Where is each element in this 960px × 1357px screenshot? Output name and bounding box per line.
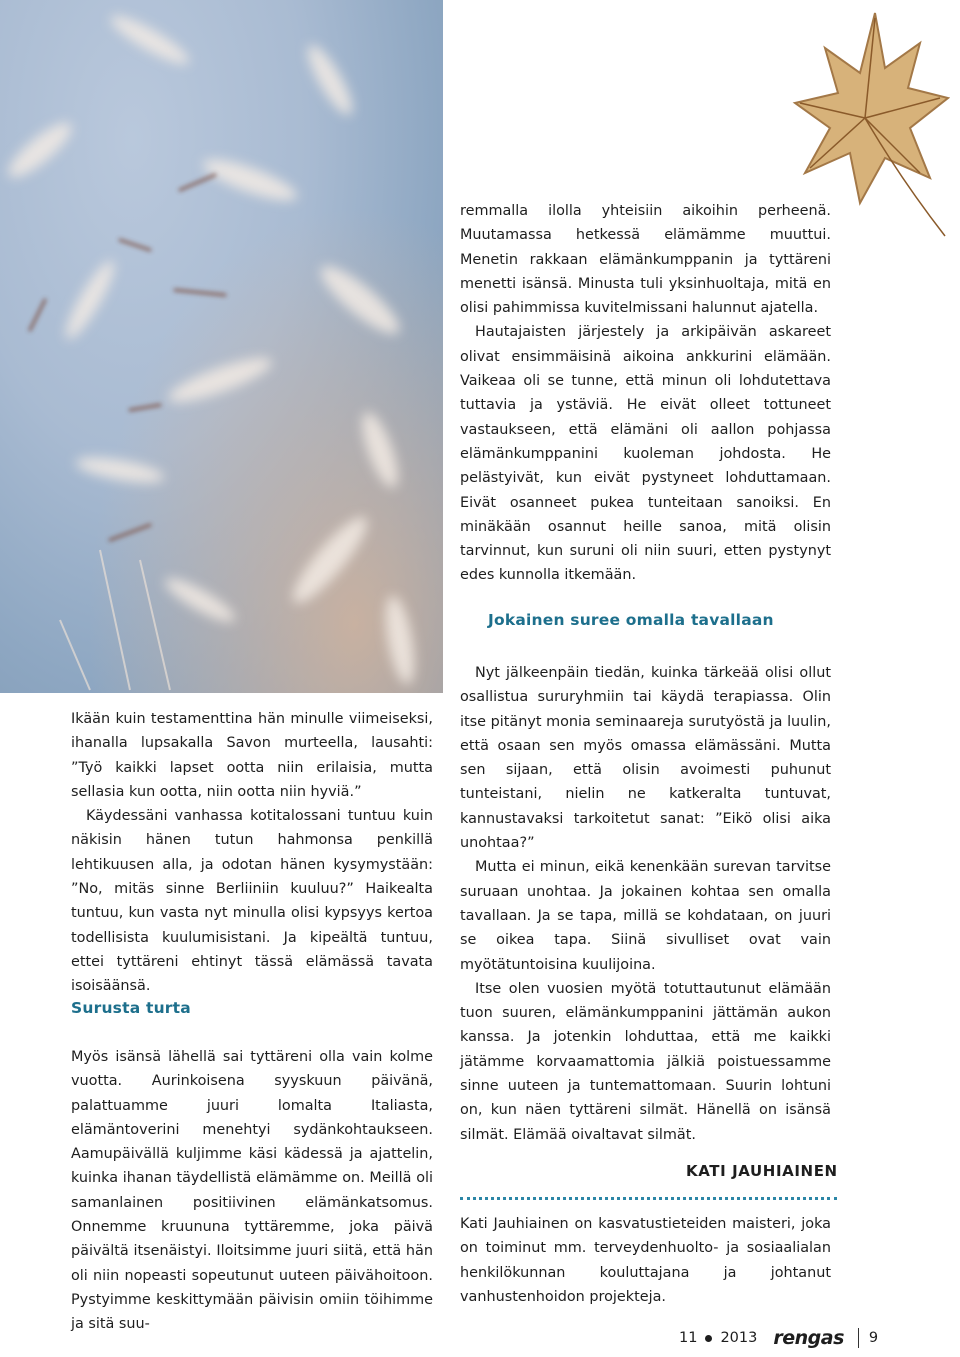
footer-separator xyxy=(858,1328,859,1348)
paragraph: Ikään kuin testamenttina hän minulle viimeiseksi, ihanalla lupsakalla Savon murteella, lausahti: ”Työ kaikki lapset ootta niin erilaisia, mutta sellasia kun ootta, niin ootta niin hyviä.” xyxy=(71,711,433,800)
bullet-dot xyxy=(705,1335,712,1342)
paragraph: Mutta ei minun, eikä kenenkään surevan tarvitse suruaan unohtaa. Ja jokainen kohtaa sen omalla tavallaan. Ja se tapa, millä se kohdataan, on juuri se oikea tapa. Siinä sivulliset ovat vain myötätuntoisina kuulijoina. xyxy=(460,859,831,973)
issue-year: 2013 xyxy=(720,1330,758,1346)
left-column-bottom-text xyxy=(71,1045,433,1337)
author-name: KATI JAUHIAINEN xyxy=(686,1162,838,1180)
issue-number: 11 xyxy=(679,1330,698,1346)
dotted-divider xyxy=(460,1197,837,1200)
right-column-bottom-text xyxy=(460,661,831,1147)
paragraph: Itse olen vuosien myötä totuttautunut elämään tuon suuren, elämänkumppanini jättämän aukon kanssa. Ja jotenkin lohduttaa, että me kaikki jätämme korvaamattomia jälkiä poistuessamme sinne uuteen ja tuntemattomaan. Suurin lohtuni on, kun näen tyttäreni silmät. Hänellä on isänsä silmät. Elämää oivaltavat silmät. xyxy=(460,980,831,1143)
section-heading-surusta: Surusta turta xyxy=(71,999,191,1017)
paragraph: Nyt jälkeenpäin tiedän, kuinka tärkeää olisi ollut osallistua sururyhmiin tai käydä terapiassa. Olin itse pitänyt monia seminaareja surutyöstä ja luulin, että osaan sen myös omassa elämässäni. Mutta sen sijaan, että olisin avoimesti puhunut tunteistani, nielin ne katkeralta tuntuvat, kannustavaksi tarkoitetut sanat: ”Eikö olisi aika unohtaa?” xyxy=(460,665,831,852)
paragraph: Käydessäni vanhassa kotitalossani tuntuu kuin näkisin hänen tutun hahmonsa penkillä lehtikuusen alla, ja odotan hänen kysymystään: ”No, mitäs sinne Berliiniin kuuluu?” Haikealta tuntuu, kun vasta nyt minulla olisi kypsyys kertoa todellisista kuulumisistani. Ja kipeältä tuntuu, ettei tyttäreni ehtinyt tässä elämässä tavata isoisäänsä. xyxy=(71,808,433,995)
page-number: 9 xyxy=(868,1330,879,1346)
left-column-text xyxy=(71,707,433,999)
author-bio xyxy=(460,1212,831,1309)
bio-text: Kati Jauhiainen on kasvatustieteiden maisteri, joka on toiminut mm. terveydenhuolto- ja sosiaalialan henkilökunnan kouluttajana ja johtanut vanhustenhoidon projekteja. xyxy=(460,1216,831,1305)
paragraph: Myös isänsä lähellä sai tyttäreni olla vain kolme vuotta. Aurinkoisena syyskuun päivänä, palattuamme juuri lomalta Italiasta, elämäntoverini menehtyi sydänkohtaukseen. Aamupäivällä kuljimme käsi kädessä ja ajattelin, kuinka ihanan täydellistä elämämme on. Meillä oli samanlainen positiivinen elämänkatsomus. Onnemme kruununa tyttäremme, joka päivä päivältä itsenäistyi. Iloitsimme juuri siitä, että hän oli niin nopeasti sopeutunut uuteen päivähoitoon. Pystyimme keskittymään päivisin omiin töihimme ja sitä suu- xyxy=(71,1049,433,1333)
paragraph: remmalla ilolla yhteisiin aikoihin perheenä. Muutamassa hetkessä elämämme muuttui. Menetin rakkaan elämänkumppanin ja tyttäreni menetti isänsä. Minusta tuli yksinhuoltaja, mitä en olisi pahimmissa kuvitelmissani halunnut ajatella. xyxy=(460,203,831,317)
paragraph: Hautajaisten järjestely ja arkipäivän askareet olivat ensimmäisinä aikoina ankkurini elämään. Vaikeaa oli se tunne, että minun oli lohdutettava tuttavia ja ystäviä. He eivät olleet tottuneet vastaukseen, että elämäni oli aallon pohjassa elämänkumppanini kuoleman johdosta. He pelästyivät, kun eivät pystyneet lohduttamaan. Eivät osanneet pukea tunteitaan sanoiksi. En minäkään osannut heille sanoa, mitä olisin tarvinnut, kun suruni oli niin suuri, etten pystynyt edes kunnolla itkemään. xyxy=(460,324,831,584)
magazine-logo: rengas xyxy=(773,1327,844,1349)
right-column-top-text xyxy=(460,199,831,588)
section-heading-jokainen: Jokainen suree omalla tavallaan xyxy=(488,611,774,629)
dandelion-seeds-photo xyxy=(0,0,443,693)
page-footer xyxy=(679,1325,878,1351)
